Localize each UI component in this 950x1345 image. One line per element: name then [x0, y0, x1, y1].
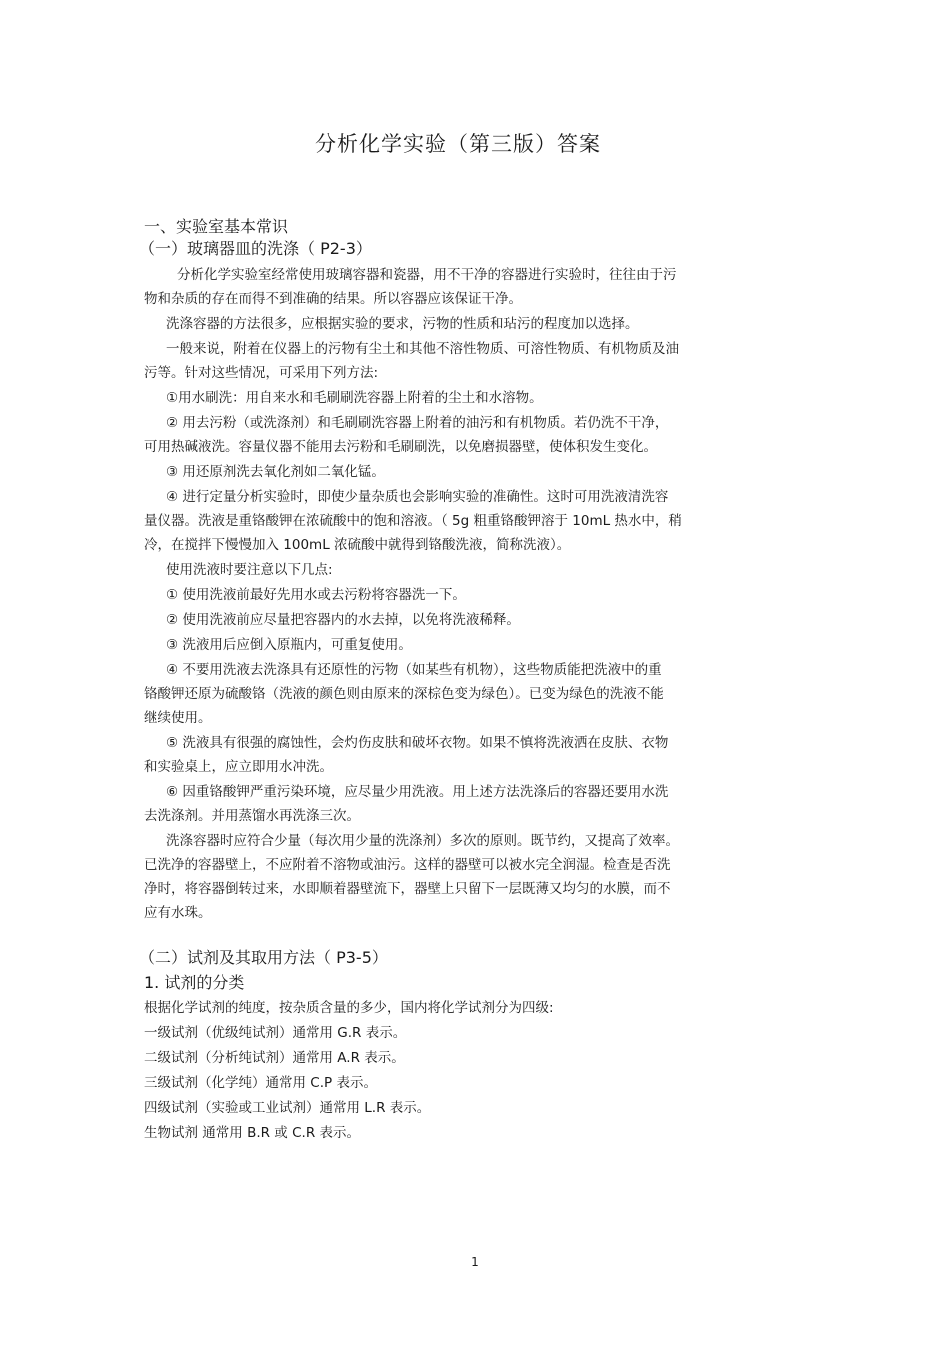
- text-line: ⑥ 因重铬酸钾严重污染环境，应尽量少用洗液。用上述方法洗涤后的容器还要用水洗: [166, 784, 669, 800]
- text-line: ② 用去污粉（或洗涤剂）和毛刷刷洗容器上附着的油污和有机物质。若仍洗不干净，: [166, 415, 669, 431]
- text-line: 可用热碱液洗。容量仪器不能用去污粉和毛刷刷洗，以免磨损器壁，使体积发生变化。: [144, 439, 657, 455]
- note-item-3: [144, 633, 804, 657]
- text-line: ③ 用还原剂洗去氧化剂如二氧化锰。: [166, 464, 385, 480]
- reagent-grade-1: 一级试剂（优级纯试剂）通常用 G.R 表示。: [144, 1025, 407, 1041]
- text-line: 洗涤容器时应符合少量（每次用少量的洗涤剂）多次的原则。既节约，又提高了效率。: [166, 833, 679, 849]
- text-line: 和实验桌上，应立即用水冲洗。: [144, 759, 333, 775]
- text-line: 去洗涤剂。并用蒸馏水再洗涤三次。: [144, 808, 360, 824]
- text-line: 物和杂质的存在而得不到准确的结果。所以容器应该保证干净。: [144, 291, 522, 307]
- method-item-4: [144, 485, 804, 557]
- text-line: 已洗净的容器壁上，不应附着不溶物或油污。这样的器壁可以被水完全润湿。检查是否洗: [144, 857, 671, 873]
- reagent-grade-4: 四级试剂（实验或工业试剂）通常用 L.R 表示。: [144, 1100, 431, 1116]
- note-item-4: [144, 658, 804, 730]
- paragraph-washing-principle: [144, 829, 804, 925]
- note-item-5: [144, 731, 804, 779]
- note-item-6: [144, 780, 804, 828]
- document-body: [139, 216, 804, 1146]
- subsection-heading-glassware: （一）玻璃器皿的洗涤（ P2-3）: [139, 239, 372, 258]
- page-number: 1: [471, 1255, 479, 1269]
- reagent-grade-2: 二级试剂（分析纯试剂）通常用 A.R 表示。: [144, 1050, 405, 1066]
- method-item-1: [144, 386, 804, 410]
- text-line: 继续使用。: [144, 710, 212, 726]
- text-line: 应有水珠。: [144, 905, 212, 921]
- notes-intro: [144, 558, 804, 582]
- reagent-grade-3: 三级试剂（化学纯）通常用 C.P 表示。: [144, 1075, 377, 1091]
- text-line: ①用水刷洗：用自来水和毛刷刷洗容器上附着的尘土和水溶物。: [166, 390, 543, 406]
- reagent-grade-bio: 生物试剂 通常用 B.R 或 C.R 表示。: [144, 1125, 360, 1141]
- paragraph-methods-intro: [144, 312, 804, 336]
- method-item-2: [144, 411, 804, 459]
- document-title: 分析化学实验（第三版）答案: [315, 132, 601, 156]
- text-line: ⑤ 洗液具有很强的腐蚀性，会灼伤皮肤和破坏衣物。如果不慎将洗液洒在皮肤、衣物: [166, 735, 669, 751]
- text-line: ① 使用洗液前最好先用水或去污粉将容器洗一下。: [166, 587, 466, 603]
- reagent-classification-intro: 根据化学试剂的纯度，按杂质含量的多少，国内将化学试剂分为四级:: [144, 1000, 554, 1016]
- text-line: ④ 进行定量分析实验时，即使少量杂质也会影响实验的准确性。这时可用洗液清洗容: [166, 489, 669, 505]
- text-line: 洗涤容器的方法很多，应根据实验的要求，污物的性质和玷污的程度加以选择。: [166, 316, 639, 332]
- paragraph-dirt-types: [144, 337, 804, 385]
- subsection-heading-reagents: （二）试剂及其取用方法（ P3-5）: [139, 948, 388, 967]
- text-line: ③ 洗液用后应倒入原瓶内，可重复使用。: [166, 637, 412, 653]
- note-item-2: [144, 608, 804, 632]
- text-line: 一般来说，附着在仪器上的污物有尘土和其他不溶性物质、可溶性物质、有机物质及油: [166, 341, 679, 357]
- note-item-1: [144, 583, 804, 607]
- paragraph-intro: [144, 263, 804, 311]
- text-line: 净时，将容器倒转过来，水即顺着器壁流下，器壁上只留下一层既薄又均匀的水膜，而不: [144, 881, 671, 897]
- text-line: ② 使用洗液前应尽量把容器内的水去掉，以免将洗液稀释。: [166, 612, 520, 628]
- text-line: 冷，在搅拌下慢慢加入 100mL 浓硫酸中就得到铬酸洗液，简称洗液）。: [144, 537, 571, 553]
- text-line: 分析化学实验室经常使用玻璃容器和瓷器，用不干净的容器进行实验时，往往由于污: [177, 267, 677, 283]
- method-item-3: [144, 460, 804, 484]
- text-line: 污等。针对这些情况，可采用下列方法:: [144, 365, 379, 381]
- text-line: ④ 不要用洗液去洗涤具有还原性的污物（如某些有机物），这些物质能把洗液中的重: [166, 662, 662, 678]
- text-line: 铬酸钾还原为硫酸铬（洗液的颜色则由原来的深棕色变为绿色）。已变为绿色的洗液不能: [144, 686, 664, 702]
- text-line: 量仪器。洗液是重铬酸钾在浓硫酸中的饱和溶液。（ 5g 粗重铬酸钾溶于 10mL 热水中，稍: [144, 513, 682, 529]
- reagent-classification-heading: 1. 试剂的分类: [144, 973, 245, 992]
- text-line: 使用洗液时要注意以下几点:: [166, 562, 333, 578]
- section-heading-1: 一、实验室基本常识: [144, 217, 289, 236]
